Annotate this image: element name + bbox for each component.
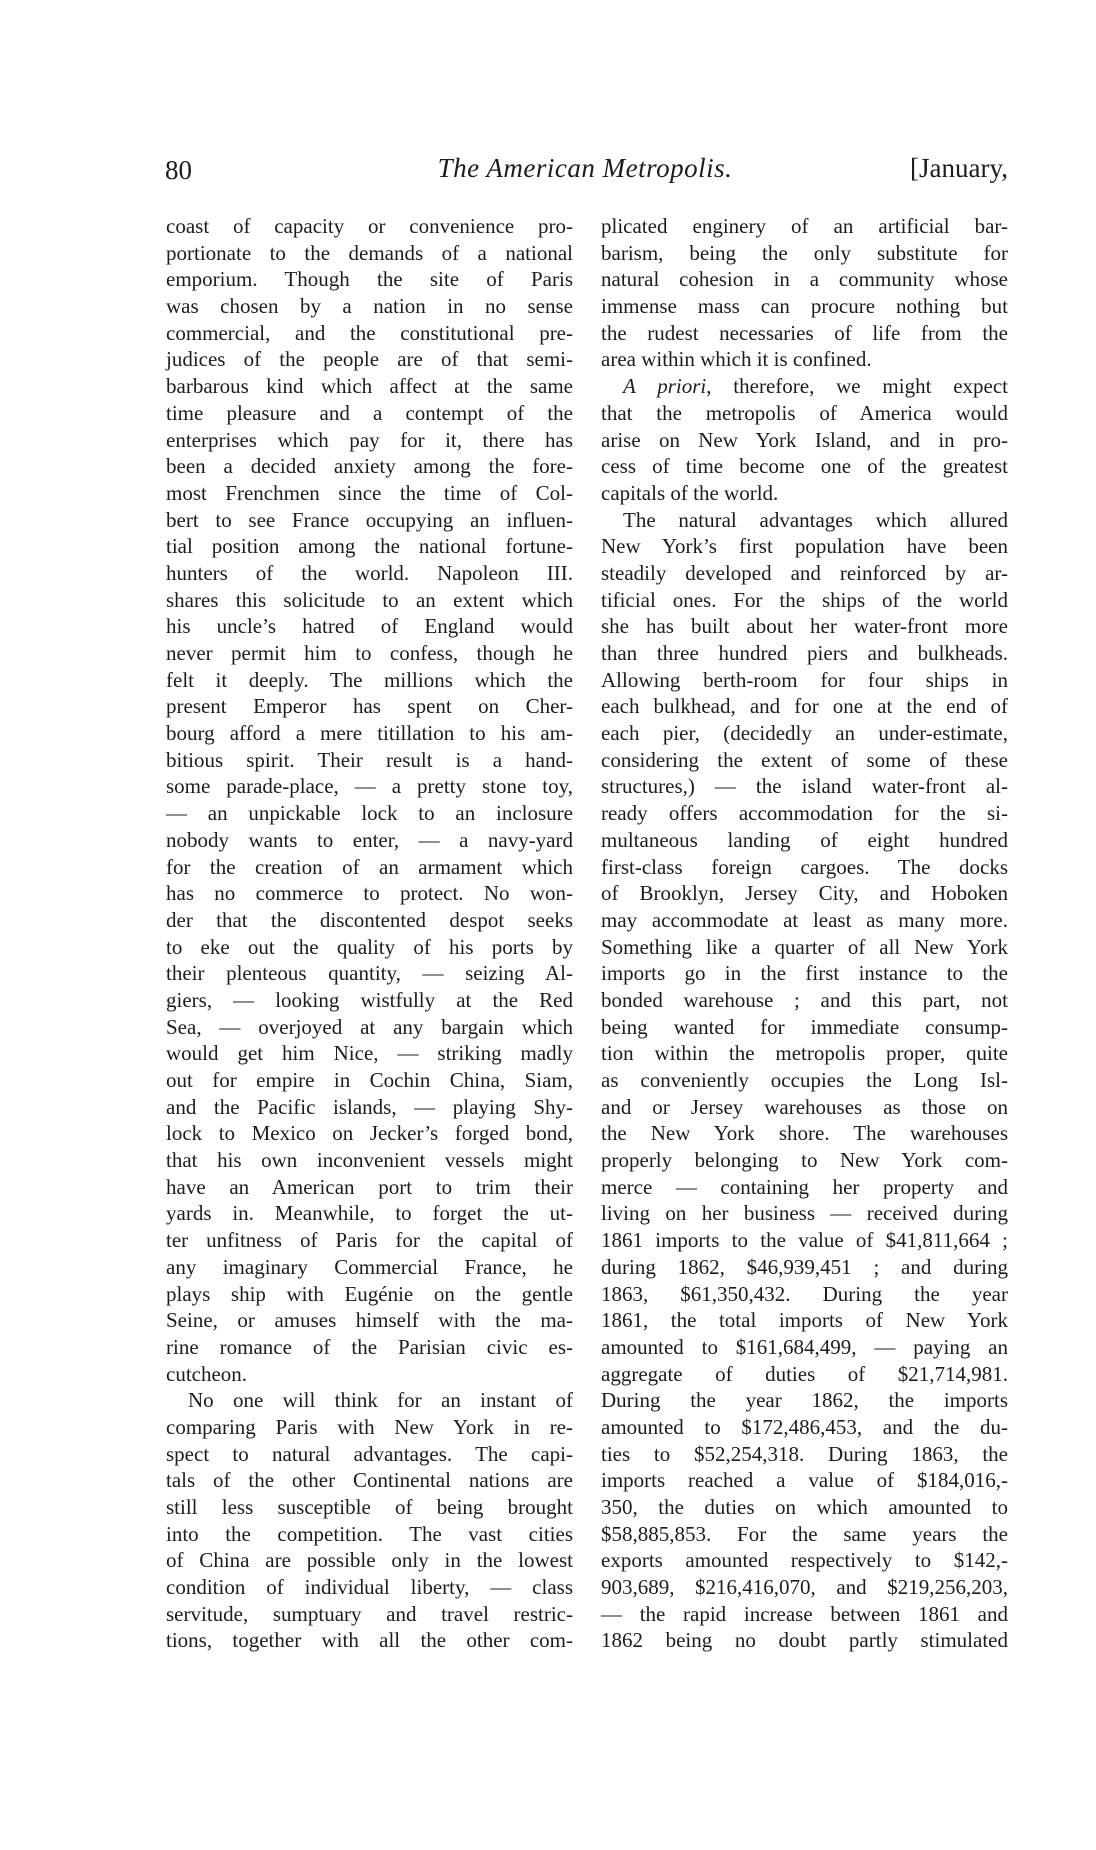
text-line: living on her business — received during bbox=[601, 1201, 1008, 1226]
text-line: that his own inconvenient vessels might bbox=[166, 1148, 573, 1173]
text-line: lock to Mexico on Jecker’s forged bond, bbox=[166, 1121, 573, 1146]
text-line: amounted to $172,486,453, and the du- bbox=[601, 1414, 1008, 1439]
text-line: during 1862, $46,939,451 ; and during bbox=[601, 1254, 1008, 1279]
text-line: portionate to the demands of a national bbox=[166, 240, 573, 265]
text-line: condition of individual liberty, — class bbox=[166, 1575, 573, 1600]
text-line: that the metropolis of America would bbox=[601, 400, 1008, 425]
text-line: natural cohesion in a community whose bbox=[601, 267, 1008, 292]
text-line: cess of time become one of the greatest bbox=[601, 454, 1008, 479]
text-line: being wanted for immediate consump- bbox=[601, 1014, 1008, 1039]
line-text: , therefore, we might expect bbox=[706, 374, 1008, 399]
text-line: Allowing berth-room for four ships in bbox=[601, 667, 1008, 692]
text-line: the New York shore. The warehouses bbox=[601, 1121, 1008, 1146]
text-line: — the rapid increase between 1861 and bbox=[601, 1601, 1008, 1626]
text-line: Something like a quarter of all New York bbox=[601, 934, 1008, 959]
text-line: and or Jersey warehouses as those on bbox=[601, 1094, 1008, 1119]
text-line: would get him Nice, — striking madly bbox=[166, 1041, 573, 1066]
text-line: of Brooklyn, Jersey City, and Hoboken bbox=[601, 881, 1008, 906]
text-line: into the competition. The vast cities bbox=[166, 1521, 573, 1546]
text-line: 1863, $61,350,432. During the year bbox=[601, 1281, 1008, 1306]
text-line: out for empire in Cochin China, Siam, bbox=[166, 1068, 573, 1092]
text-line: tificial ones. For the ships of the world bbox=[601, 587, 1008, 612]
text-line: ties to $52,254,318. During 1863, the bbox=[601, 1441, 1008, 1466]
running-title: The American Metropolis. bbox=[437, 153, 733, 183]
text-line: plicated enginery of an artificial bar- bbox=[601, 214, 1008, 238]
text-line: der that the discontented despot seeks bbox=[166, 907, 573, 932]
text-line: most Frenchmen since the time of Col- bbox=[166, 480, 573, 505]
text-line: bonded warehouse ; and this part, not bbox=[601, 987, 1008, 1012]
text-line: imports go in the first instance to the bbox=[601, 961, 1008, 986]
text-line: each bulkhead, and for one at the end of bbox=[601, 694, 1008, 719]
text-line: been a decided anxiety among the fore- bbox=[166, 454, 573, 479]
text-line: 1861 imports to the value of $41,811,664 ; bbox=[601, 1228, 1008, 1253]
text-line: present Emperor has spent on Cher- bbox=[166, 694, 573, 719]
text-line: each pier, (decidedly an under-estimate, bbox=[601, 721, 1008, 746]
text-line: judices of the people are of that semi- bbox=[166, 347, 573, 372]
text-line: multaneous landing of eight hundred bbox=[601, 827, 1008, 852]
text-line: arise on New York Island, and in pro- bbox=[601, 427, 1008, 452]
text-line: barism, being the only substitute for bbox=[601, 240, 1008, 265]
text-line: their plenteous quantity, — seizing Al- bbox=[166, 961, 573, 986]
text-line: and the Pacific islands, — playing Shy- bbox=[166, 1094, 573, 1119]
text-line: giers, — looking wistfully at the Red bbox=[166, 987, 573, 1012]
text-line: Seine, or amuses himself with the ma- bbox=[166, 1308, 573, 1333]
text-line: capitals of the world. bbox=[601, 480, 779, 505]
text-line: she has built about her water-front more bbox=[601, 614, 1008, 639]
right-column bbox=[601, 213, 1008, 1654]
text-line: may accommodate at least as many more. bbox=[601, 907, 1008, 932]
text-line: yards in. Meanwhile, to forget the ut- bbox=[166, 1201, 573, 1226]
issue-month: [January, bbox=[910, 153, 1008, 183]
text-line: shares this solicitude to an extent which bbox=[166, 587, 573, 612]
text-line: time pleasure and a contempt of the bbox=[166, 400, 573, 425]
text-line: exports amounted respectively to $142,- bbox=[601, 1548, 1008, 1573]
text-line: tions, together with all the other com- bbox=[166, 1628, 573, 1653]
text-line: servitude, sumptuary and travel restric- bbox=[166, 1601, 573, 1626]
text-line bbox=[601, 373, 1008, 400]
text-line: area within which it is confined. bbox=[601, 347, 872, 372]
text-line: rine romance of the Parisian civic es- bbox=[166, 1334, 573, 1359]
page-number: 80 bbox=[165, 155, 192, 185]
text-line: have an American port to trim their bbox=[166, 1174, 573, 1199]
text-line: bourg afford a mere titillation to his am- bbox=[166, 721, 573, 746]
text-line: The natural advantages which allured bbox=[623, 507, 1008, 532]
text-line: merce — containing her property and bbox=[601, 1174, 1008, 1199]
text-line: immense mass can procure nothing but bbox=[601, 294, 1008, 319]
text-line: nobody wants to enter, — a navy-yard bbox=[166, 827, 573, 852]
text-line: plays ship with Eugénie on the gentle bbox=[166, 1281, 573, 1306]
text-line: has no commerce to protect. No won- bbox=[166, 881, 573, 906]
text-line: of China are possible only in the lowest bbox=[166, 1548, 573, 1573]
text-line: imports reached a value of $184,016,- bbox=[601, 1468, 1008, 1493]
text-line: for the creation of an armament which bbox=[166, 854, 573, 879]
text-line: properly belonging to New York com- bbox=[601, 1148, 1008, 1173]
text-line: his uncle’s hatred of England would bbox=[166, 614, 573, 639]
text-line: No one will think for an instant of bbox=[188, 1388, 573, 1413]
text-line: amounted to $161,684,499, — paying an bbox=[601, 1334, 1008, 1359]
text-line: still less susceptible of being brought bbox=[166, 1495, 573, 1519]
left-column bbox=[166, 213, 573, 1654]
text-line: never permit him to confess, though he bbox=[166, 641, 573, 665]
text-line: was chosen by a nation in no sense bbox=[166, 294, 573, 319]
text-line: felt it deeply. The millions which the bbox=[166, 667, 573, 692]
text-line: bert to see France occupying an influen- bbox=[166, 507, 573, 532]
text-line: ready offers accommodation for the si- bbox=[601, 801, 1008, 826]
text-line: first-class foreign cargoes. The docks bbox=[601, 854, 1008, 879]
text-line: considering the extent of some of these bbox=[601, 747, 1008, 772]
text-line: emporium. Though the site of Paris bbox=[166, 267, 573, 292]
text-line: 1862 being no doubt partly stimulated bbox=[601, 1628, 1008, 1653]
text-line: Sea, — overjoyed at any bargain which bbox=[166, 1014, 573, 1039]
text-line: than three hundred piers and bulkheads. bbox=[601, 641, 1008, 665]
text-line: bitious spirit. Their result is a hand- bbox=[166, 747, 573, 772]
text-line: steadily developed and reinforced by ar- bbox=[601, 560, 1008, 585]
text-line: ter unfitness of Paris for the capital of bbox=[166, 1228, 573, 1253]
text-line: hunters of the world. Napoleon III. bbox=[166, 560, 573, 585]
text-line: as conveniently occupies the Long Isl- bbox=[601, 1068, 1008, 1092]
text-line: aggregate of duties of $21,714,981. bbox=[601, 1361, 1008, 1386]
text-line: comparing Paris with New York in re- bbox=[166, 1414, 573, 1439]
text-line: spect to natural advantages. The capi- bbox=[166, 1441, 573, 1466]
text-line: any imaginary Commercial France, he bbox=[166, 1254, 573, 1279]
text-line: commercial, and the constitutional pre- bbox=[166, 320, 573, 345]
text-line: structures,) — the island water-front al- bbox=[601, 774, 1008, 799]
text-line: the rudest necessaries of life from the bbox=[601, 320, 1008, 345]
text-line: 350, the duties on which amounted to bbox=[601, 1495, 1008, 1519]
text-line: some parade-place, — a pretty stone toy, bbox=[166, 774, 573, 799]
text-line: tial position among the national fortune- bbox=[166, 534, 573, 559]
text-line: coast of capacity or convenience pro- bbox=[166, 214, 573, 238]
text-line: to eke out the quality of his ports by bbox=[166, 934, 573, 959]
text-line: During the year 1862, the imports bbox=[601, 1388, 1008, 1413]
text-line: tals of the other Continental nations are bbox=[166, 1468, 573, 1493]
text-line: $58,885,853. For the same years the bbox=[601, 1521, 1008, 1546]
text-line: 903,689, $216,416,070, and $219,256,203, bbox=[601, 1575, 1008, 1600]
text-line: enterprises which pay for it, there has bbox=[166, 427, 573, 452]
italic-phrase: A priori bbox=[623, 374, 707, 399]
text-line: 1861, the total imports of New York bbox=[601, 1308, 1008, 1333]
text-line: — an unpickable lock to an inclosure bbox=[166, 801, 573, 826]
text-line: barbarous kind which affect at the same bbox=[166, 374, 573, 399]
text-line: cutcheon. bbox=[166, 1361, 248, 1386]
text-line: New York’s first population have been bbox=[601, 534, 1008, 559]
text-line: tion within the metropolis proper, quite bbox=[601, 1041, 1008, 1066]
